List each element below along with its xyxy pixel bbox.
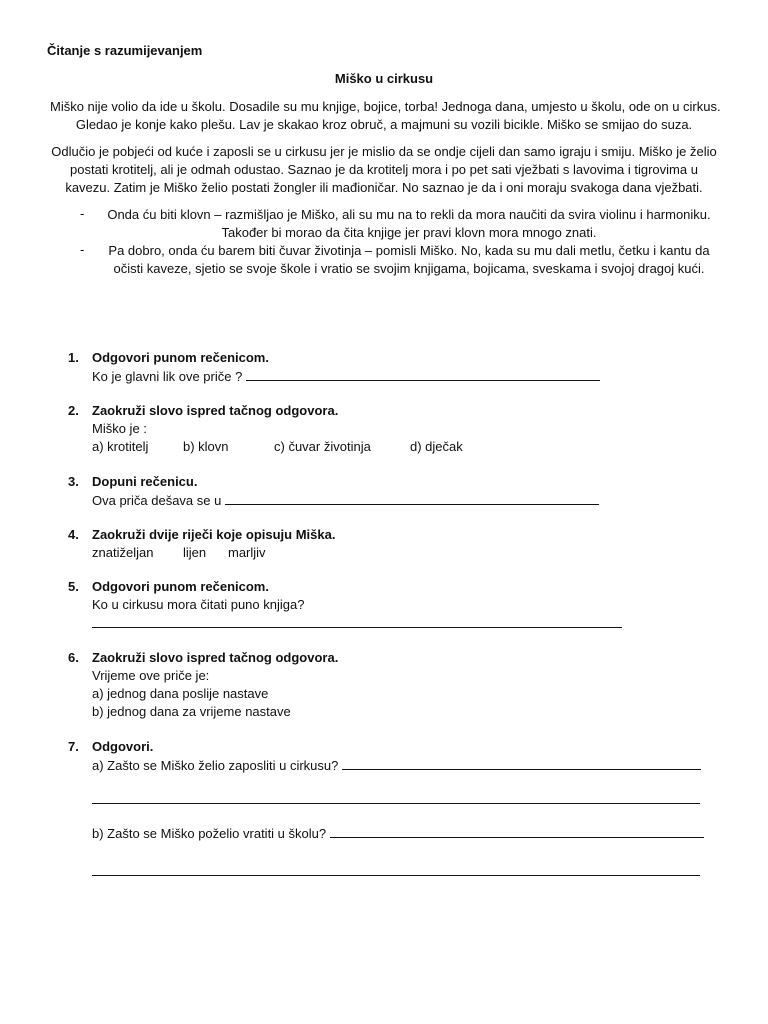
question-instruction: Odgovori.: [92, 739, 154, 754]
story-line: Miško nije volio da ide u školu. Dosadile su mu knjige, bojice, torba! Jednoga dana, umjesto u školu, ode on u cirkus.: [50, 99, 721, 114]
question-instruction: Zaokruži dvije riječi koje opisuju Miška.: [92, 527, 336, 542]
story-title: Miško u cirkusu: [334, 71, 434, 86]
question-text-b: b) Zašto se Miško poželio vratiti u školu?: [92, 826, 330, 841]
question-text: Ova priča dešava se u: [92, 493, 225, 508]
answer-blank[interactable]: [342, 756, 701, 770]
question-text-a: a) Zašto se Miško želio zaposliti u cirkusu?: [92, 758, 342, 773]
dialogue-2: [94, 242, 724, 278]
question-number: 6.: [68, 650, 79, 665]
question-instruction: Zaokruži slovo ispred tačnog odgovora.: [92, 650, 339, 665]
dialogue-line: Također bi morao da čita knjige jer pravi klovn mora mnogo znati.: [221, 225, 597, 240]
answer-line[interactable]: [92, 627, 622, 628]
question-number: 2.: [68, 403, 79, 418]
option-d[interactable]: d) dječak: [410, 439, 463, 454]
answer-blank[interactable]: [225, 491, 599, 505]
answer-line[interactable]: [92, 875, 700, 876]
story-line: postati krotitelj, ali je odmah odustao. Saznao je da krotitelj mora i po pet sati vježbati s lavovima i tigrovima u: [70, 162, 698, 177]
question-instruction: Odgovori punom rečenicom.: [92, 579, 269, 594]
question-number: 1.: [68, 350, 79, 365]
dialogue-line: očisti kaveze, sjetio se svoje škole i vratio se svojim knjigama, bojicama, sveskama i svojoj dragoj kući.: [113, 261, 705, 276]
answer-line[interactable]: [92, 803, 700, 804]
option-c[interactable]: c) čuvar životinja: [274, 439, 371, 454]
option-a[interactable]: a) krotitelj: [92, 439, 149, 454]
story-line: kavezu. Zatim je Miško želio postati žongler ili mađioničar. No saznao je da i oni moraju svakoga dana vježbati.: [65, 180, 703, 195]
dialogue-1: [94, 206, 724, 242]
dialogue-line: Pa dobro, onda ću barem biti čuvar životinja – pomisli Miško. No, kada su mu dali metlu, četku i kantu da: [108, 243, 710, 258]
question-number: 5.: [68, 579, 79, 594]
question-instruction: Dopuni rečenicu.: [92, 474, 198, 489]
word-option[interactable]: marljiv: [228, 545, 266, 560]
question-text: Miško je :: [92, 421, 147, 436]
option-b[interactable]: b) klovn: [183, 439, 229, 454]
question-text: Ko je glavni lik ove priče ?: [92, 369, 246, 384]
question-number: 7.: [68, 739, 79, 754]
story-paragraph-1: [50, 98, 721, 134]
worksheet-title: Čitanje s razumijevanjem: [47, 43, 203, 58]
word-option[interactable]: znatiželjan: [92, 545, 154, 560]
option-b[interactable]: b) jednog dana za vrijeme nastave: [92, 704, 291, 719]
story-line: Gledao je konje kako plešu. Lav je skakao kroz obruč, a majmuni su vozili bicikle. Miško se smijao do suza.: [75, 117, 693, 132]
question-text: Vrijeme ove priče je:: [92, 668, 210, 683]
dialogue-line: Onda ću biti klovn – razmišljao je Miško, ali su mu na to rekli da mora naučiti da svira violinu i harmoniku.: [107, 207, 711, 222]
answer-blank[interactable]: [330, 824, 704, 838]
question-instruction: Zaokruži slovo ispred tačnog odgovora.: [92, 403, 339, 418]
option-a[interactable]: a) jednog dana poslije nastave: [92, 686, 269, 701]
story-paragraph-2: [50, 143, 718, 197]
question-number: 4.: [68, 527, 79, 542]
dialogue-dash: -: [80, 206, 85, 221]
story-line: Odlučio je pobjeći od kuće i zaposli se u cirkusu jer je mislio da se ondje cijeli dan samo igraju i smiju. Miško je želio: [51, 144, 717, 159]
question-number: 3.: [68, 474, 79, 489]
answer-blank[interactable]: [246, 367, 600, 381]
dialogue-dash: -: [80, 242, 85, 257]
question-text: Ko u cirkusu mora čitati puno knjiga?: [92, 597, 305, 612]
word-option[interactable]: lijen: [183, 545, 207, 560]
question-instruction: Odgovori punom rečenicom.: [92, 350, 269, 365]
